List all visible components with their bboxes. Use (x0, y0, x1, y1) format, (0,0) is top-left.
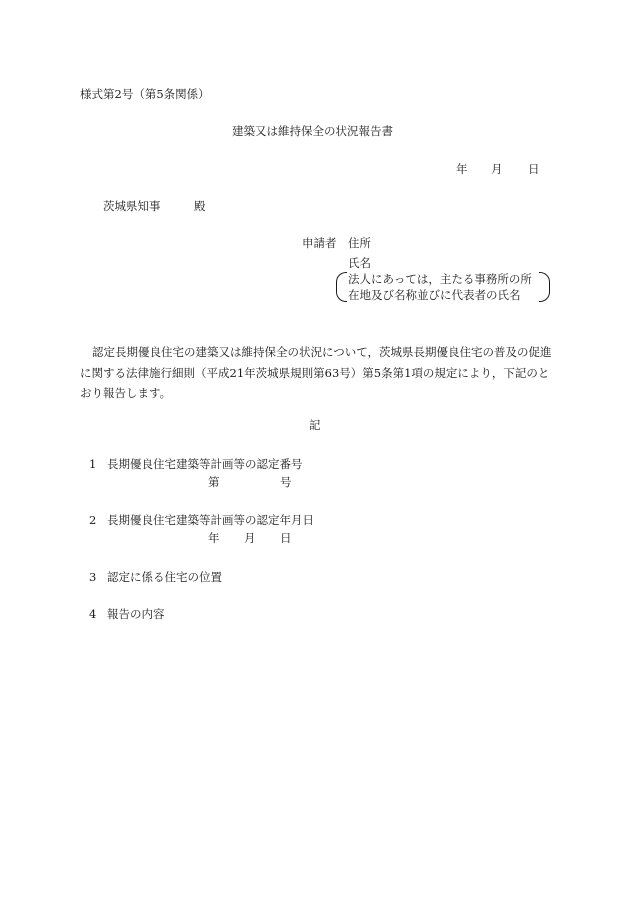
cert-date-year: 年 (208, 531, 220, 545)
left-bracket (336, 272, 347, 302)
applicant-name-label: 氏名 (348, 256, 371, 270)
item-number: 1 (89, 457, 97, 471)
cert-date-month: 月 (244, 531, 256, 545)
ki-heading: 記 (309, 418, 321, 432)
date-month: 月 (491, 162, 503, 176)
form-label: 様式第2号（第5条関係） (80, 87, 210, 101)
item-number: 4 (89, 607, 97, 621)
cert-number-prefix: 第 (208, 475, 220, 489)
date-day: 日 (528, 162, 540, 176)
applicant-address-label: 住所 (348, 236, 371, 250)
body-paragraph: 認定長期優良住宅の建築又は維持保全の状況について，茨城県長期優良住宅の普及の促進に関する法律施行細則（平成21年茨城県規則第63号）第5条第1項の規定により，下記のとおり報告します。 (80, 345, 552, 400)
right-bracket (539, 272, 550, 302)
item-label: 長期優良住宅建築等計画等の認定番号 (107, 457, 303, 471)
item-number: 2 (89, 513, 97, 527)
date-year: 年 (456, 162, 468, 176)
corporate-note-line2: 在地及び名称並びに代表者の氏名 (348, 288, 521, 302)
item-label: 長期優良住宅建築等計画等の認定年月日 (107, 513, 314, 527)
cert-number-suffix: 号 (280, 475, 292, 489)
addressee-honorific: 殿 (194, 199, 206, 213)
cert-date-day: 日 (280, 531, 292, 545)
item-label: 報告の内容 (107, 607, 165, 621)
corporate-note-line1: 法人にあっては，主たる事務所の所 (348, 272, 532, 286)
document-title: 建築又は維持保全の状況報告書 (232, 124, 393, 138)
item-label: 認定に係る住宅の位置 (107, 570, 222, 584)
item-number: 3 (89, 570, 97, 584)
applicant-label: 申請者 (302, 236, 337, 250)
addressee-name: 茨城県知事 (103, 199, 161, 213)
